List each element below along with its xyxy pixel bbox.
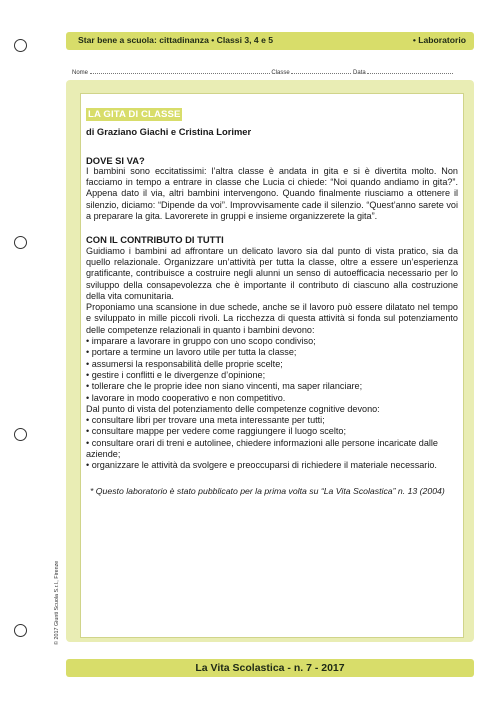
list-item: • portare a termine un lavoro utile per tutta la classe; bbox=[86, 347, 297, 358]
list-item: • tollerare che le proprie idee non siano vincenti, ma saper rilanciare; bbox=[86, 381, 363, 392]
binder-hole-3 bbox=[14, 428, 27, 441]
footer-bar bbox=[66, 659, 474, 677]
class-field[interactable] bbox=[291, 68, 351, 74]
date-label: Data bbox=[353, 70, 366, 76]
header-bar bbox=[66, 32, 474, 50]
section-title-contributo: CON IL CONTRIBUTO DI TUTTI bbox=[86, 234, 224, 246]
article-tag: LA GITA DI CLASSE bbox=[88, 109, 181, 120]
header-subject: Star bene a scuola: cittadinanza • Classi 3, 4 e 5 bbox=[78, 35, 274, 45]
list-item: • consultare mappe per vedere come raggiungere il luogo scelto; bbox=[86, 426, 346, 437]
article-content bbox=[86, 108, 458, 497]
section-text-dove-si-va: I bambini sono eccitatissimi: l’altra classe è andata in gita e si è divertita molto. Non facciamo in tempo a entrare in classe che Lucia ci chiede: “Noi quando andiamo in gita?”. Appena dato il via, altri bambini intervengono. Quando finalmente riusciamo a ottenere il silenzio, diciamo: “Dipende da voi”. Improvvisamente cade il silenzio. “Quest’anno sarete voi a preparare la gita. Lavorerete in gruppi e insieme organizzerete la gita”. bbox=[86, 165, 458, 222]
footer-publication: La Vita Scolastica - n. 7 - 2017 bbox=[195, 662, 345, 674]
list-item: • consultare libri per trovare una meta interessante per tutti; bbox=[86, 415, 325, 426]
name-field[interactable] bbox=[90, 68, 270, 74]
copyright-notice: © 2017 Giunti Scuola S.r.l., Firenze bbox=[54, 560, 60, 645]
name-label: Nome bbox=[72, 70, 89, 76]
header-section: • Laboratorio bbox=[412, 35, 466, 45]
class-label: Classe bbox=[271, 70, 290, 76]
cognitive-intro: Dal punto di vista del potenziamento delle competenze cognitive devono: bbox=[86, 403, 380, 414]
list-item: • organizzare le attività da svolgere e preoccuparsi di richiedere il materiale necessario. bbox=[86, 460, 437, 471]
list-item: • gestire i conflitti e le divergenze d’opinione; bbox=[86, 369, 266, 380]
binder-hole-4 bbox=[14, 624, 27, 637]
article-authors: di Graziano Giachi e Cristina Lorimer bbox=[86, 126, 252, 138]
footnote: * Questo laboratorio è stato pubblicato per la prima volta su “La Vita Scolastica” n. 13 (2004) bbox=[90, 485, 445, 496]
binder-hole-2 bbox=[14, 236, 27, 249]
date-field[interactable] bbox=[367, 68, 453, 74]
section-paragraph-2: Proponiamo una scansione in due schede, anche se il lavoro può essere dilatato nel tempo e sviluppato in mille piccoli rivoli. La ricchezza di questa attività si fonda sul potenziamento delle competenze relazionali in quanto i bambini devono: bbox=[86, 302, 458, 335]
section-paragraph-1: Guidiamo i bambini ad affrontare un delicato lavoro sia dal punto di vista pratico, sia da quello relazionale. Organizzare un’attività per tutta la classe, oltre a essere un’esperienza gratificante, contribuisce a costruire negli alunni un senso di autoefficacia necessario per lo sviluppo della consapevolezza che è importante il contributo di ciascuno alla costruzione della vita comunitaria. bbox=[86, 245, 458, 301]
binder-hole-1 bbox=[14, 39, 27, 52]
student-info-row bbox=[72, 68, 472, 76]
list-item: • assumersi la responsabilità delle proprie scelte; bbox=[86, 358, 283, 369]
section-title-dove-si-va: DOVE SI VA? bbox=[86, 154, 145, 166]
list-item: • lavorare in modo cooperativo e non competitivo. bbox=[86, 392, 286, 403]
list-item: • imparare a lavorare in gruppo con uno scopo condiviso; bbox=[86, 336, 316, 347]
list-item: • consultare orari di treni e autolinee, chiedere informazioni alle persone incaricate dalle aziende; bbox=[86, 437, 438, 460]
